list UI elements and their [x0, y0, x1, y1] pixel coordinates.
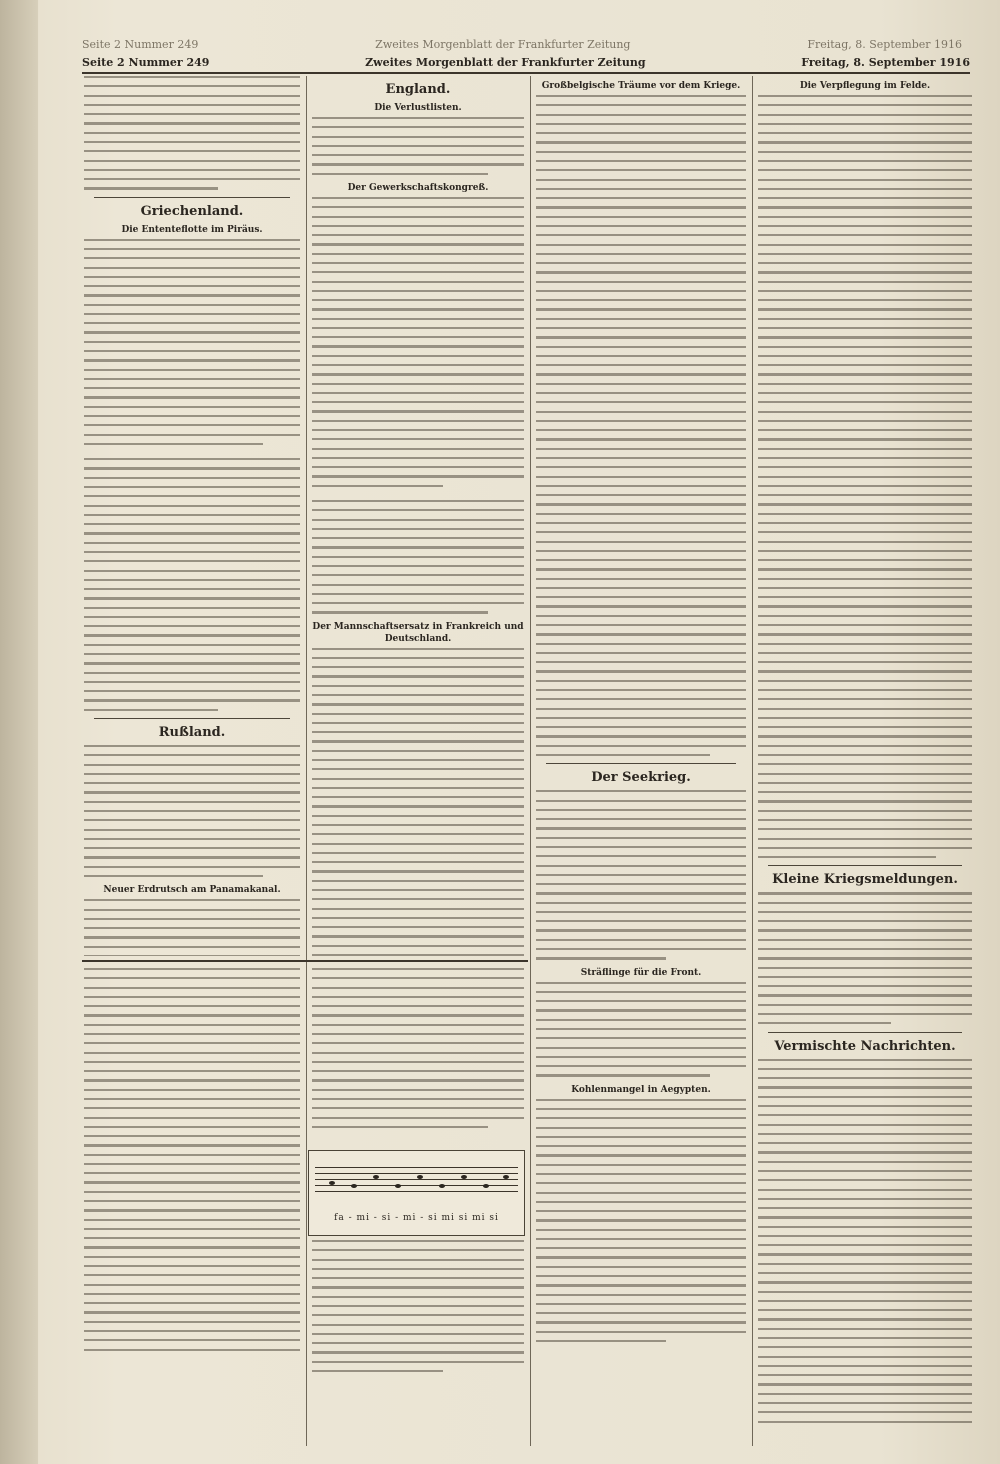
music-note: [351, 1184, 357, 1188]
text-block: [536, 95, 746, 756]
music-note: [417, 1175, 423, 1179]
text-block: [84, 968, 300, 1351]
article-heading: Neuer Erdrutsch am Panamakanal.: [103, 885, 281, 896]
article-heading: Die Verpflegung im Felde.: [799, 81, 931, 91]
feuilleton-column-2: [312, 968, 524, 1144]
divider: [768, 1032, 962, 1033]
music-note: [329, 1181, 335, 1185]
text-block: [312, 1240, 524, 1372]
masthead: [82, 52, 970, 74]
text-block: [536, 790, 746, 959]
music-note: [503, 1175, 509, 1179]
column-rule: [306, 76, 307, 1446]
section-heading: Der Seekrieg.: [591, 770, 691, 786]
article-heading: Die Ententeflotte im Piräus.: [121, 224, 263, 235]
text-block: [758, 892, 972, 1024]
column-2: [312, 76, 524, 956]
divider: [94, 197, 290, 198]
divider: [546, 763, 736, 764]
column-3: [536, 76, 746, 1446]
section-heading: Vermischte Nachrichten.: [774, 1038, 956, 1054]
divider: [94, 718, 290, 719]
text-block: [536, 1099, 746, 1343]
running-head: [82, 34, 962, 54]
music-note: [373, 1175, 379, 1179]
feuilleton-column-1: [84, 968, 300, 1388]
text-block: [758, 95, 972, 858]
text-block: [84, 76, 300, 190]
music-note: [461, 1175, 467, 1179]
article-heading: Großbelgische Träume vor dem Kriege.: [541, 81, 741, 91]
column-rule: [530, 76, 531, 1446]
text-block: [84, 899, 300, 956]
masthead-title: Zweites Morgenblatt der Frankfurter Zeitung: [365, 55, 646, 69]
text-block: [758, 1059, 972, 1423]
article-heading: Der Gewerkschaftskongreß.: [347, 182, 489, 193]
article-heading: Die Verlustlisten.: [374, 103, 462, 113]
text-block: [84, 458, 300, 711]
text-block: [312, 968, 524, 1128]
article-heading: Sträflinge für die Front.: [580, 967, 702, 978]
running-head-right: Freitag, 8. September 1916: [807, 37, 962, 51]
section-heading: Griechenland.: [140, 203, 244, 219]
music-note: [483, 1184, 489, 1188]
article-heading: Der Mannschaftsersatz in Frankreich und Deutschland.: [312, 621, 524, 644]
feuilleton-rule: [82, 960, 528, 962]
section-heading: Kleine Kriegsmeldungen.: [772, 872, 958, 888]
running-head-left: Seite 2 Nummer 249: [82, 37, 199, 51]
text-block: [312, 117, 524, 175]
feuilleton-column-2b: [312, 1240, 524, 1390]
text-block: [536, 982, 746, 1077]
music-notation: [308, 1150, 525, 1236]
binding-edge: [0, 0, 38, 1464]
music-note: [395, 1184, 401, 1188]
column-1: [84, 76, 300, 956]
section-heading: England.: [385, 82, 451, 97]
text-block: [312, 648, 524, 956]
column-rule: [752, 76, 753, 1446]
article-heading: Kohlenmangel in Aegypten.: [571, 1084, 711, 1095]
music-note: [439, 1184, 445, 1188]
text-block: [312, 197, 524, 487]
text-block: [84, 239, 300, 445]
masthead-date: Freitag, 8. September 1916: [801, 55, 970, 69]
section-heading: Rußland.: [158, 725, 226, 740]
text-block: [312, 500, 524, 614]
masthead-page-number: Seite 2 Nummer 249: [82, 55, 210, 69]
solfege-text: fa - mi - si - mi - si mi si mi si: [334, 1213, 499, 1223]
text-block: [84, 745, 300, 877]
running-head-center: Zweites Morgenblatt der Frankfurter Zeitung: [375, 37, 631, 51]
divider: [768, 865, 962, 866]
column-4: [758, 76, 972, 1446]
